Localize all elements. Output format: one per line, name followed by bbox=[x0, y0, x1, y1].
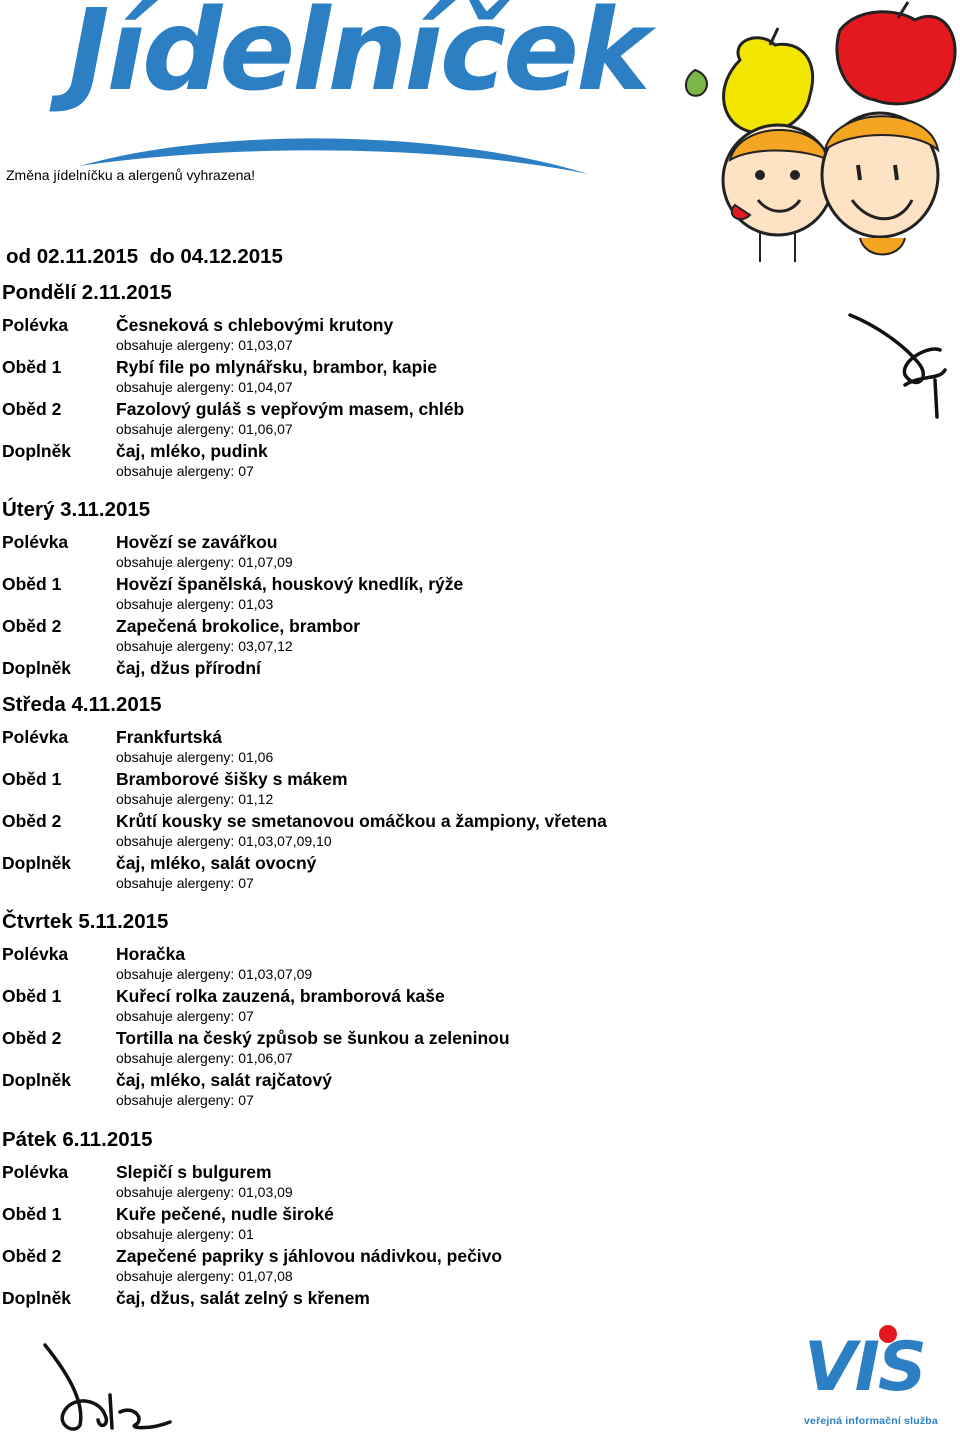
allergen-info: obsahuje alergeny: 01 bbox=[116, 1226, 254, 1242]
day-block bbox=[0, 909, 760, 1127]
course-label: Doplněk bbox=[2, 1288, 72, 1308]
day-title: Pondělí 2.11.2015 bbox=[2, 281, 172, 304]
allergen-info: obsahuje alergeny: 01,06,07 bbox=[116, 1050, 293, 1066]
course-label: Oběd 2 bbox=[2, 1028, 62, 1048]
vis-logo bbox=[800, 1320, 955, 1435]
allergen-info: obsahuje alergeny: 03,07,12 bbox=[116, 638, 293, 654]
allergen-info: obsahuje alergeny: 01,04,07 bbox=[116, 379, 293, 395]
dish-name: Frankfurtská bbox=[116, 727, 223, 747]
menu-row bbox=[0, 810, 760, 852]
vis-logo-subtitle: veřejná informační služba bbox=[804, 1415, 938, 1427]
dish-name: Fazolový guláš s vepřovým masem, chléb bbox=[116, 399, 465, 419]
allergen-info: obsahuje alergeny: 01,03 bbox=[116, 596, 274, 612]
course-label: Doplněk bbox=[2, 853, 72, 873]
dish-name: Tortilla na český způsob se šunkou a zeleninou bbox=[116, 1028, 510, 1048]
course-label: Oběd 1 bbox=[2, 769, 62, 789]
course-label: Oběd 2 bbox=[2, 811, 62, 831]
allergen-info: obsahuje alergeny: 01,07,08 bbox=[116, 1268, 293, 1284]
course-label: Polévka bbox=[2, 315, 69, 335]
menu-row bbox=[0, 531, 760, 573]
day-title: Středa 4.11.2015 bbox=[2, 693, 162, 716]
vis-logo-text: VIS bbox=[804, 1328, 925, 1407]
menu-row bbox=[0, 356, 760, 398]
day-title: Čtvrtek 5.11.2015 bbox=[2, 910, 169, 933]
dish-name: Bramborové šišky s mákem bbox=[116, 769, 348, 789]
course-label: Doplněk bbox=[2, 441, 72, 461]
course-label: Oběd 2 bbox=[2, 1246, 62, 1266]
dish-name: Krůtí kousky se smetanovou omáčkou a žampiony, vřetena bbox=[116, 811, 607, 831]
menu-row bbox=[0, 852, 760, 894]
menu-row bbox=[0, 314, 760, 356]
allergen-info: obsahuje alergeny: 07 bbox=[116, 875, 254, 891]
menu-row bbox=[0, 726, 760, 768]
menu-row bbox=[0, 1069, 760, 1111]
dish-name: Kuřecí rolka zauzená, bramborová kaše bbox=[116, 986, 445, 1006]
menu-row bbox=[0, 1287, 760, 1320]
dish-name: čaj, mléko, pudink bbox=[116, 441, 268, 461]
dish-name: Hovězí španělská, houskový knedlík, rýže bbox=[116, 574, 464, 594]
allergen-info: obsahuje alergeny: 07 bbox=[116, 1008, 254, 1024]
menu-row bbox=[0, 1027, 760, 1069]
course-label: Oběd 2 bbox=[2, 616, 62, 636]
course-label: Oběd 1 bbox=[2, 1204, 62, 1224]
dish-name: čaj, mléko, salát ovocný bbox=[116, 853, 317, 873]
allergen-info: obsahuje alergeny: 01,06,07 bbox=[116, 421, 293, 437]
course-label: Oběd 2 bbox=[2, 399, 62, 419]
allergen-info: obsahuje alergeny: 01,03,07 bbox=[116, 337, 293, 353]
course-label: Polévka bbox=[2, 727, 69, 747]
dish-name: Zapečené papriky s jáhlovou nádivkou, pečivo bbox=[116, 1246, 503, 1266]
disclaimer-text: Změna jídelníčku a alergenů vyhrazena! bbox=[6, 167, 256, 183]
course-label: Doplněk bbox=[2, 658, 72, 678]
menu-row bbox=[0, 943, 760, 985]
handwritten-signature bbox=[40, 1340, 180, 1435]
logo-title: Jídelníček bbox=[68, 0, 648, 116]
menu-logo bbox=[60, 0, 648, 190]
day-title: Pátek 6.11.2015 bbox=[2, 1128, 153, 1151]
allergen-info: obsahuje alergeny: 07 bbox=[116, 463, 254, 479]
dish-name: čaj, džus přírodní bbox=[116, 658, 261, 678]
menu-row bbox=[0, 573, 760, 615]
allergen-info: obsahuje alergeny: 01,03,09 bbox=[116, 1184, 293, 1200]
dish-name: Hovězí se zavářkou bbox=[116, 532, 278, 552]
menu-row bbox=[0, 440, 760, 482]
kids-with-fruit-illustration bbox=[660, 0, 960, 290]
menu-row bbox=[0, 768, 760, 810]
menu-row bbox=[0, 1245, 760, 1287]
weekly-menu bbox=[0, 280, 760, 1307]
day-block bbox=[0, 1127, 760, 1307]
dish-name: Zapečená brokolice, brambor bbox=[116, 616, 361, 636]
course-label: Oběd 1 bbox=[2, 986, 62, 1006]
menu-row bbox=[0, 615, 760, 657]
menu-row bbox=[0, 398, 760, 440]
allergen-info: obsahuje alergeny: 01,07,09 bbox=[116, 554, 293, 570]
day-block bbox=[0, 280, 760, 497]
allergen-info: obsahuje alergeny: 01,06 bbox=[116, 749, 274, 765]
allergen-info: obsahuje alergeny: 07 bbox=[116, 1092, 254, 1108]
allergen-info: obsahuje alergeny: 01,12 bbox=[116, 791, 274, 807]
menu-row bbox=[0, 657, 760, 690]
menu-row bbox=[0, 1203, 760, 1245]
dish-name: Rybí file po mlynářsku, brambor, kapie bbox=[116, 357, 437, 377]
course-label: Doplněk bbox=[2, 1070, 72, 1090]
handwritten-signature bbox=[845, 305, 955, 425]
day-block bbox=[0, 497, 760, 692]
course-label: Polévka bbox=[2, 1162, 69, 1182]
menu-period: od 02.11.2015 do 04.12.2015 bbox=[6, 245, 283, 268]
dish-name: Kuře pečené, nudle široké bbox=[116, 1204, 334, 1224]
course-label: Oběd 1 bbox=[2, 574, 62, 594]
menu-row bbox=[0, 1161, 760, 1203]
menu-row bbox=[0, 985, 760, 1027]
dish-name: Horačka bbox=[116, 944, 186, 964]
course-label: Oběd 1 bbox=[2, 357, 62, 377]
allergen-info: obsahuje alergeny: 01,03,07,09,10 bbox=[116, 833, 332, 849]
dish-name: Slepičí s bulgurem bbox=[116, 1162, 272, 1182]
allergen-info: obsahuje alergeny: 01,03,07,09 bbox=[116, 966, 313, 982]
day-block bbox=[0, 692, 760, 909]
dish-name: čaj, džus, salát zelný s křenem bbox=[116, 1288, 370, 1308]
course-label: Polévka bbox=[2, 944, 69, 964]
course-label: Polévka bbox=[2, 532, 69, 552]
dish-name: Česneková s chlebovými krutony bbox=[116, 315, 394, 335]
dish-name: čaj, mléko, salát rajčatový bbox=[116, 1070, 332, 1090]
day-title: Úterý 3.11.2015 bbox=[2, 498, 151, 521]
